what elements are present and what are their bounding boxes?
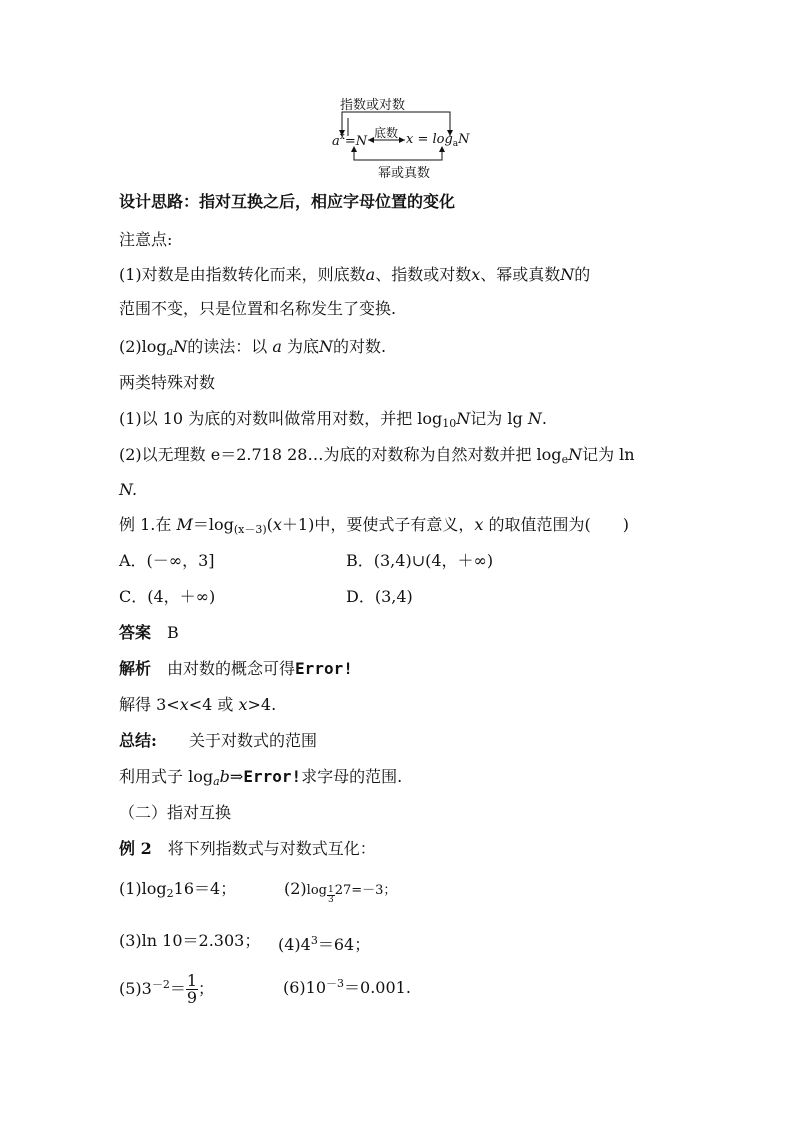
summary: 总结: 关于对数式的范围 (119, 731, 317, 750)
item-5: $(5)3^{-2}=$ $\frac{1}{9}$ ； (119, 971, 215, 1007)
diagram-top-label: 指数或对数 (340, 98, 406, 113)
diagram-middle-label: 底数 (374, 126, 399, 140)
answer: 答案 B (119, 623, 179, 642)
analysis: 解析 由对数的概念可得Error! (119, 659, 353, 678)
special-title: 两类特殊对数 (119, 373, 216, 392)
option-d: D．(3,4) (346, 587, 413, 606)
section-2-title: （二）指对互换 (119, 803, 232, 822)
example-1: 例 1.在 $M=\log_{(x-3)}(x+1)$中，要使式子有意义，x 的取值范围为( ) (119, 515, 629, 536)
item-1: $(1)\log_216=4$； (119, 879, 237, 900)
item-2: (2)log $\frac{1}{3}$ 27=－3； (284, 879, 397, 905)
special-1: (1)以 10 为底的对数叫做常用对数，并把 $\log_{10}N$记为 lg N. (119, 409, 547, 430)
notes-title: 注意点: (119, 230, 173, 249)
usage: 利用式子 $\log_ab\Rightarrow Error$!求字母的范围. (119, 767, 403, 788)
log-exp-diagram (330, 92, 470, 182)
diagram-left-expr: $a^x=N$ (332, 132, 368, 149)
option-a: A．(－∞，3] (119, 551, 215, 570)
note-1-cont: 范围不变，只是位置和名称发生了变换. (119, 299, 397, 318)
item-6: $(6)10^{-3}=0.001$. (283, 977, 411, 997)
diagram-bottom-label: 幂或真数 (378, 166, 431, 181)
special-2-cont: N. (119, 480, 138, 499)
diagram-right-expr: $x = \log_aN$ (406, 132, 470, 149)
item-4: $(4)4^3=64$； (278, 934, 371, 954)
example-2: 例 2 将下列指数式与对数式互化： (119, 839, 376, 858)
solution: 解得 3<x<4 或 x>4. (119, 695, 277, 714)
note-2: $(2)\log_aN$的读法：以 a 为底N的对数. (119, 337, 387, 358)
option-b: B．(3,4)∪(4，＋∞) (346, 551, 494, 570)
option-c: C．(4，＋∞) (119, 587, 216, 606)
item-3: (3)ln 10＝2.303； (119, 931, 261, 950)
design-idea: 设计思路：指对互换之后，相应字母位置的变化 (119, 192, 456, 211)
note-1: (1)对数是由指数转化而来，则底数a、指数或对数x、幂或真数N的 (119, 265, 591, 284)
special-2: (2)以无理数 e＝2.718 28…为底的对数称为自然对数并把 $\log_eN$记为 ln (119, 445, 635, 466)
